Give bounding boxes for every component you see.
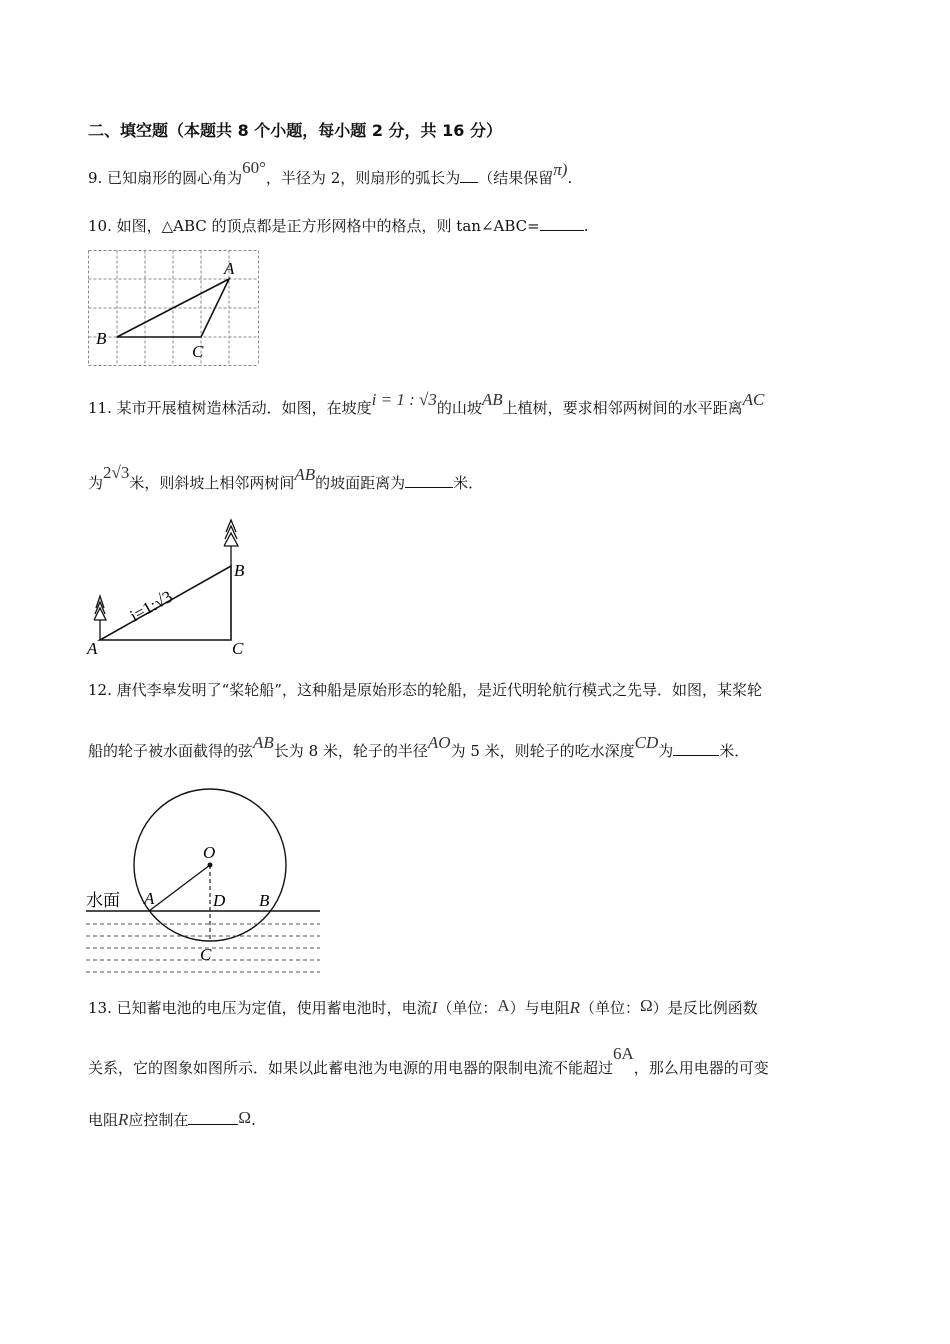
q13-text-5: ）是反比例函数 (652, 999, 758, 1017)
q12-text-4: 为 5 米，则轮子的吃水深度 (450, 742, 635, 760)
tree-icon (224, 520, 238, 566)
q11-text-5: 米，则斜坡上相邻两树间 (129, 474, 295, 492)
q13-text-10: . (251, 1111, 256, 1129)
q11-text-4: 为 (88, 474, 104, 492)
label-a: A (87, 639, 98, 658)
q9-text-4: . (567, 169, 573, 187)
q13-limit: 6A (613, 1044, 634, 1063)
q13-resistance-symbol: R (569, 998, 581, 1017)
q13-text-3: ）与电阻 (509, 999, 570, 1017)
q13-current-symbol: I (431, 998, 438, 1017)
q12-ao: AO (427, 733, 451, 752)
q12-number: 12. (88, 681, 112, 699)
q11-number: 11. (88, 399, 112, 417)
q11-distance: 2√3 (103, 463, 130, 482)
q13-text-7: ，那么用电器的可变 (633, 1059, 769, 1077)
question-11-line-1 (88, 390, 765, 418)
question-13-line-3 (88, 1110, 256, 1130)
q13-resistance-symbol-2: R (118, 1110, 129, 1129)
q11-text-6: 的坡面距离为 (315, 474, 406, 492)
q9-pi: π) (553, 160, 568, 179)
question-13-line-2 (88, 1044, 769, 1078)
question-9 (88, 158, 573, 188)
center-point (208, 863, 213, 868)
q12-ab: AB (253, 733, 274, 752)
q10-grid-figure (88, 250, 259, 366)
q11-slope: i = 1 : √3 (371, 390, 437, 409)
label-a: A (224, 259, 235, 278)
section-title: 二、填空题（本题共 8 个小题，每小题 2 分，共 16 分） (88, 121, 502, 140)
label-b: B (259, 891, 270, 910)
q10-end: . (583, 217, 589, 235)
q13-unit-omega-2: Ω (238, 1108, 252, 1127)
q9-number: 9. (88, 169, 103, 187)
slope-label: i=1:√3 (126, 586, 176, 626)
q12-text-5: 为 (658, 742, 674, 760)
q11-text-3: 上植树，要求相邻两树间的水平距离 (502, 399, 743, 417)
q12-text-1: 唐代李皋发明了“桨轮船”，这种船是原始形态的轮船，是近代明轮航行模式之先导．如图，某桨轮 (116, 681, 762, 699)
label-a: A (144, 889, 155, 908)
q11-slope-figure (86, 518, 276, 660)
q13-text-8: 电阻 (88, 1111, 119, 1129)
q13-unit-omega: Ω (640, 996, 653, 1015)
question-10 (88, 216, 588, 236)
q12-text-6: 米． (719, 742, 750, 760)
q13-text-4: （单位： (580, 999, 641, 1017)
q9-text-1: 已知扇形的圆心角为 (107, 169, 243, 187)
q13-text-1: 已知蓄电池的电压为定值，使用蓄电池时，电流 (116, 999, 432, 1017)
q13-unit-a: A (497, 996, 510, 1015)
q13-text-6: 关系，它的图象如图所示．如果以此蓄电池为电源的用电器的限制电流不能超过 (88, 1059, 614, 1077)
q9-answer-blank[interactable] (460, 168, 478, 183)
question-12-line-2 (88, 733, 750, 761)
label-o: O (203, 843, 216, 862)
label-c: C (192, 342, 204, 361)
q11-ab: AB (481, 390, 503, 409)
q12-text-3: 长为 8 米，轮子的半径 (273, 742, 428, 760)
q10-answer-blank[interactable] (540, 216, 584, 231)
q13-text-9: 应控制在 (128, 1111, 189, 1129)
q9-text-3: （结果保留 (478, 169, 554, 187)
q11-answer-blank[interactable] (405, 473, 453, 488)
label-b: B (234, 561, 245, 580)
q11-ac: AC (742, 390, 765, 409)
label-c: C (232, 639, 244, 658)
q13-text-2: （单位： (437, 999, 498, 1017)
q12-wheel-figure (86, 785, 326, 980)
radius-ao (149, 865, 210, 911)
q9-angle: 60° (242, 158, 266, 177)
q10-text: 10. 如图，△ABC 的顶点都是正方形网格中的格点，则 tan∠ABC= (88, 217, 540, 235)
q11-text-2: 的山坡 (436, 399, 482, 417)
water-label: 水面 (86, 891, 120, 911)
q13-answer-blank[interactable] (188, 1110, 238, 1125)
q12-answer-blank[interactable] (673, 741, 719, 756)
label-c: C (200, 945, 212, 964)
q9-text-2: ，半径为 2，则扇形的弧长为 (265, 169, 461, 187)
question-12-line-1 (88, 680, 762, 700)
question-13-line-1 (88, 998, 758, 1018)
tree-icon (94, 596, 106, 640)
q11-ab-2: AB (294, 465, 316, 484)
question-11-line-2 (88, 463, 484, 493)
label-b: B (96, 329, 107, 348)
label-d: D (213, 891, 226, 910)
q12-text-2: 船的轮子被水面截得的弦 (88, 742, 254, 760)
q11-text-1: 某市开展植树造林活动．如图，在坡度 (116, 399, 372, 417)
q13-number: 13. (88, 999, 112, 1017)
q11-text-7: 米． (453, 474, 484, 492)
q12-cd: CD (634, 733, 659, 752)
